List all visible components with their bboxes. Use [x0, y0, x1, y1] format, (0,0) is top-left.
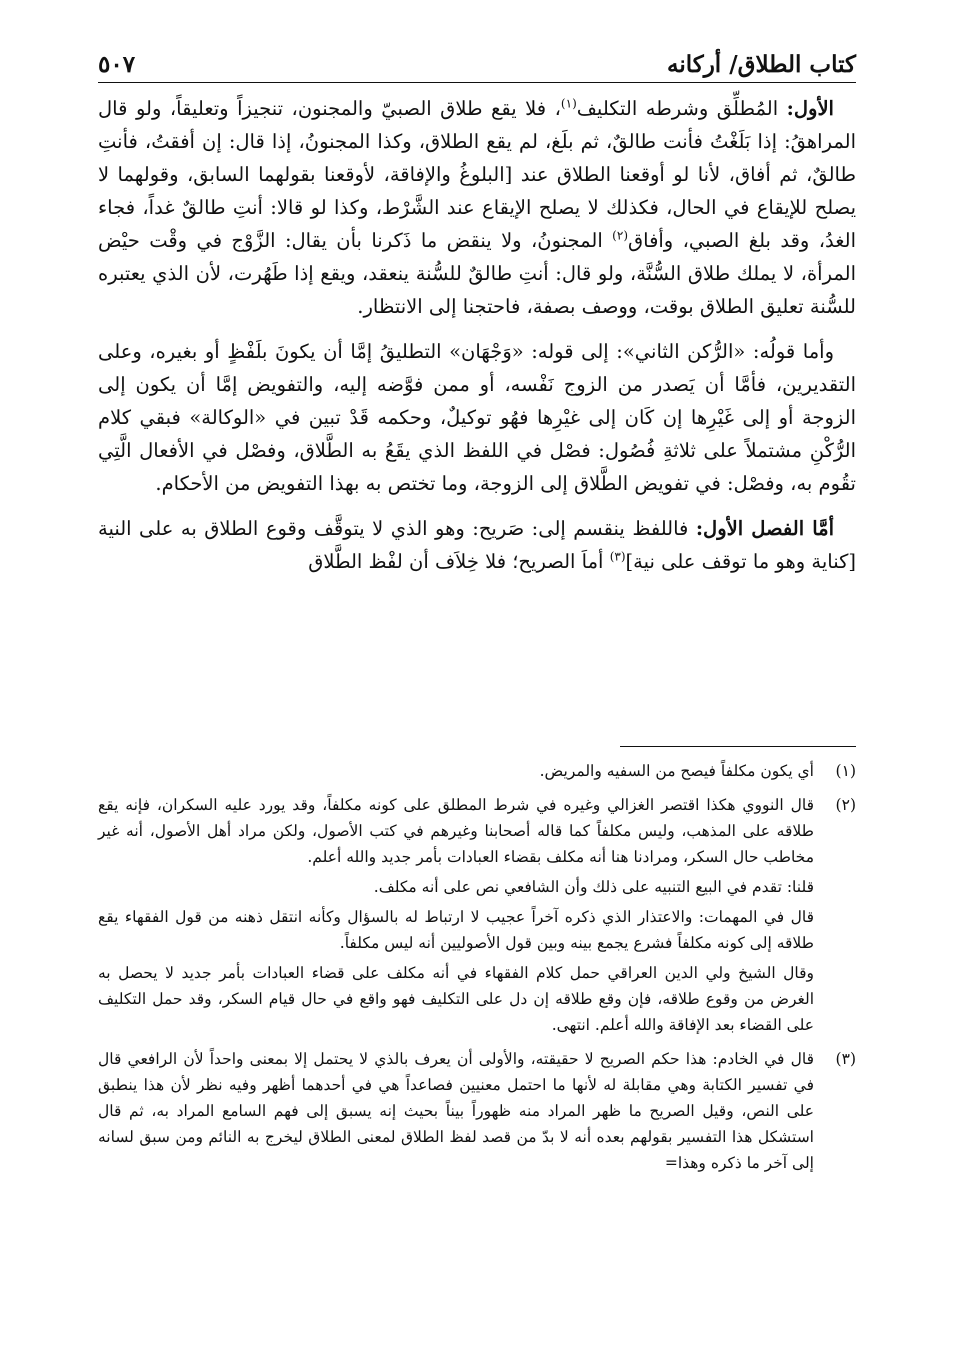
footnote-text: قال في الخادم: هذا حكم الصريح لا حقيقته، والأولى أن يعرف بالذي لا يحتمل إلا بمعنى واحداً لأن الرافعي قال في تفسير الكتابة وهي مقابلة له لأنها ما احتمل معنيين فصاعداً هي في أحدهما أظهر وفيه نظر لأن هذا ينطبق على النص، وقيل الصريح ما ظهر المراد منه ظهوراً بيناً بحيث إنه يسبق إلى فهم السامع المراد به، ثم قال استشكل هذا التفسير بقولهم بعده أنه لا بدّ من قصد لفظ الطلاق لمعنى الطلاق ليخرج به النائم ومن سبق لسانه إلى آخر ما ذكره وهذا=	[98, 1050, 814, 1172]
footnote-body	[98, 758, 814, 788]
footnote-1	[98, 758, 856, 788]
footnote-text: قال في المهمات: والاعتذار الذي ذكره آخراً عجيب لا ارتباط له بالسؤال وكأنه انتقل ذهنه من قول الفقهاء يقع طلاقه إلى كونه مكلفاً فشرع يجمع بينه وبين قول الأصوليين أنه ليس مكلفاً.	[98, 908, 814, 952]
paragraph-second-pillar: وأما قولُه: «الرُّكن الثاني»: إلى قوله: «وَجْهَان» التطليقُ إمَّا أن يكونَ بلَفْظٍ أو بغيره، وعلى التقديرين، فأمَّا أن يَصدر من الزوج نَفْسه، أو ممن فوَّضه إليه، والتفويض إمَّا أن يكون إلى الزوجة أو إلى غَيْرِها إن كَان إلى غيْرِها فهُو توكيلٌ، وحكمه قَدْ تبين في «الوكالة» فبقي كلام الرُّكْنِ مشتملاً على ثلاثةِ فُصُول: فصْل في اللفظ الذي يقَعُ به الطَّلاق، وفصْل في الأفعال الَّتِي تقُوم به، وفصْل: في تفويض الطَّلاق إلى الزوجة، وما تختص به بهذا التفويض من الأحكام.	[98, 340, 856, 495]
footnote-text: قلنا: تقدم في البيع التنبيه على ذلك وأن الشافعي نص على أنه مكلف.	[373, 878, 814, 896]
paragraph-text: ، فلا يقع طلاق الصبيّ والمجنون، تنجيزاً وتعليقاً، ولو قال المراهقُ: إذا بَلَغْتُ فأنت طالقٌ، ثم بلَغ، لم يقع الطلاق، وكذا المجنونُ، إذا قال: إن أفقتُ، فأنتِ طالقٌ، ثم أفاق، لأنا لو أوقعنا الطلاق عند [البلوغُ والإفاقة، لأوقعنا بقولهما السابق، وقولهما لا يصلح للإيقاع في الحال، فكذلك لا يصلح الإيقاع عند الشَّرْط، وكذا لو قالا: أنتِ طالقٌ غداً، فجاء الغدُ، وقد بلغ الصبي، وأفاق	[98, 97, 856, 252]
footnote-ref-1: (١)	[560, 96, 577, 111]
paragraph-lead: أمَّا الفصل الأول:	[695, 517, 834, 540]
footnote-ref-3: (٣)	[609, 549, 626, 564]
footnote-3	[98, 1046, 856, 1180]
paragraph-text: أماَ الصريح؛ فلا خِلاَف أن لفْظ الطَّلاق	[308, 550, 610, 573]
footnote-2	[98, 792, 856, 1042]
footnote-number: (٢)	[835, 796, 856, 814]
footnote-body	[98, 1046, 814, 1180]
footnote-body	[98, 792, 814, 1042]
footnote-ref-2: (٢)	[612, 228, 628, 243]
paragraph-lead: الأول:	[786, 97, 834, 120]
paragraph-first-section	[98, 512, 856, 578]
footnote-number: (١)	[835, 762, 856, 780]
footnotes	[98, 758, 856, 1184]
chapter-title: كتاب الطلاق/ أركانه	[667, 51, 856, 78]
footnote-separator	[620, 746, 856, 747]
paragraph-first-condition	[98, 92, 856, 323]
paragraph-text: المجنونُ، ولا ينقض ما ذَكرنا بأن يقال: الزَّوْج في وقْت حيْض المرأة، لا يملك طلاق السُّنَّة، ولو قال: أنتِ طالقٌ للسُّنة ينعقد، ويقع إذا طَهُرت، لأن الذي يعتبره للسُّنة تعليق الطلاق بوقت، ووصف بصفة، فاحتجنا إلى الانتظار.	[98, 229, 856, 318]
footnote-text: قال النووي هكذا اقتصر الغزالي وغيره في شرط المطلق على كونه مكلفاً، وقد يورد عليه السكران، فإنه يقع طلاقه على المذهب، وليس مكلفاً كما قاله أصحابنا وغيرهم في كتب الأصول، ولكن مراد أهل الأصول، أنه غير مخاطب حال السكر، ومرادنا هنا أنه مكلف بقضاء العبادات بأمر جديد والله أعلم.	[98, 796, 814, 866]
paragraph-text: فاللفظ ينقسم إلى: صَريح: وهو الذي لا يتوقَّف وقوع الطلاق به على النية [كناية وهو ما توقف على نية]	[98, 517, 856, 573]
page-number: ٥٠٧	[98, 51, 136, 78]
paragraph-text: المُطلِّق وشرطه التكليف	[576, 97, 787, 120]
footnote-number: (٣)	[835, 1050, 856, 1068]
footnote-text: أي يكون مكلفاً فيصح من السفيه والمريض.	[539, 762, 814, 780]
main-text	[98, 92, 856, 590]
footnote-text: وقال الشيخ ولي الدين العراقي حمل كلام الفقهاء في أنه مكلف على قضاء العبادات بأمر جديد لا يحصل به الغرض من وقوع طلاقه، فإن وقع طلاقه إن دل على التكليف فهو واقع في حال قيام السكر، وقد حمل التكليف على القضاء بعد الإفاقة والله أعلم. انتهى.	[98, 964, 814, 1034]
running-header	[98, 38, 856, 83]
